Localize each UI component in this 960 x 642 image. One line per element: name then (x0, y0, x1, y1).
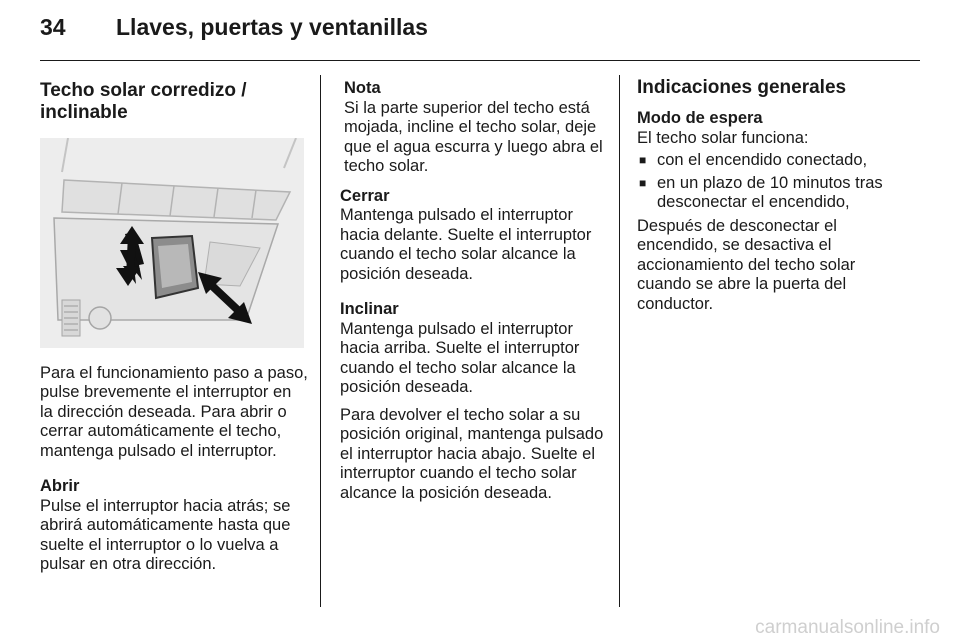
close-paragraph: Mantenga pulsado el interruptor hacia delante. Suelte el interruptor cuando el techo solar alcance la posición deseada. (340, 206, 592, 283)
note-heading: Nota (344, 79, 381, 97)
open-heading: Abrir (40, 477, 80, 495)
tilt-paragraph: Mantenga pulsado el interruptor hacia arriba. Suelte el interruptor cuando el techo solar alcance la posición deseada. (340, 319, 580, 396)
note-paragraph: Si la parte superior del techo está mojada, incline el techo solar, deje que el agua escurra y luego abra el techo solar. (344, 98, 603, 175)
sunroof-switch-illustration (40, 138, 304, 348)
column-2 (340, 79, 606, 503)
page-header (40, 14, 428, 41)
header-rule (40, 60, 920, 61)
column-3 (637, 77, 907, 314)
chapter-title: Llaves, puertas y ventanillas (116, 14, 428, 40)
close-heading: Cerrar (340, 186, 390, 205)
open-paragraph: Pulse el interruptor hacia atrás; se abrirá automáticamente hasta que suelte el interruptor o lo vuelva a pulsar en otra dirección. (40, 496, 291, 573)
standby-intro: El techo solar funciona: (637, 128, 809, 147)
note-box (340, 79, 606, 177)
column-divider-1 (320, 75, 321, 607)
intro-paragraph: Para el funcionamiento paso a paso, pulse brevemente el interruptor en la dirección deseada. Para abrir o cerrar automáticamente el techo, mantenga pulsado el interruptor. (40, 363, 308, 460)
column-divider-2 (619, 75, 620, 607)
page-number: 34 (40, 14, 66, 40)
list-item: ■ en un plazo de 10 minutos tras desconectar el encendido, (637, 174, 907, 213)
column-1 (40, 80, 308, 575)
standby-list (637, 151, 907, 213)
list-item: ■ con el encendido conectado, (637, 151, 907, 171)
return-paragraph: Para devolver el techo solar a su posición original, mantenga pulsado el interruptor hacia abajo. Suelte el interruptor cuando el techo solar alcance la posición deseada. (340, 405, 604, 502)
section-title: Techo solar corredizo / inclinable (40, 80, 247, 123)
general-title: Indicaciones generales (637, 77, 847, 98)
tilt-heading: Inclinar (340, 300, 399, 318)
after-paragraph: Después de desconectar el encendido, se desactiva el accionamiento del techo solar cuando se abre la puerta del conductor. (637, 216, 856, 313)
watermark: carmanualsonline.info (755, 617, 940, 638)
standby-heading: Modo de espera (637, 109, 763, 127)
